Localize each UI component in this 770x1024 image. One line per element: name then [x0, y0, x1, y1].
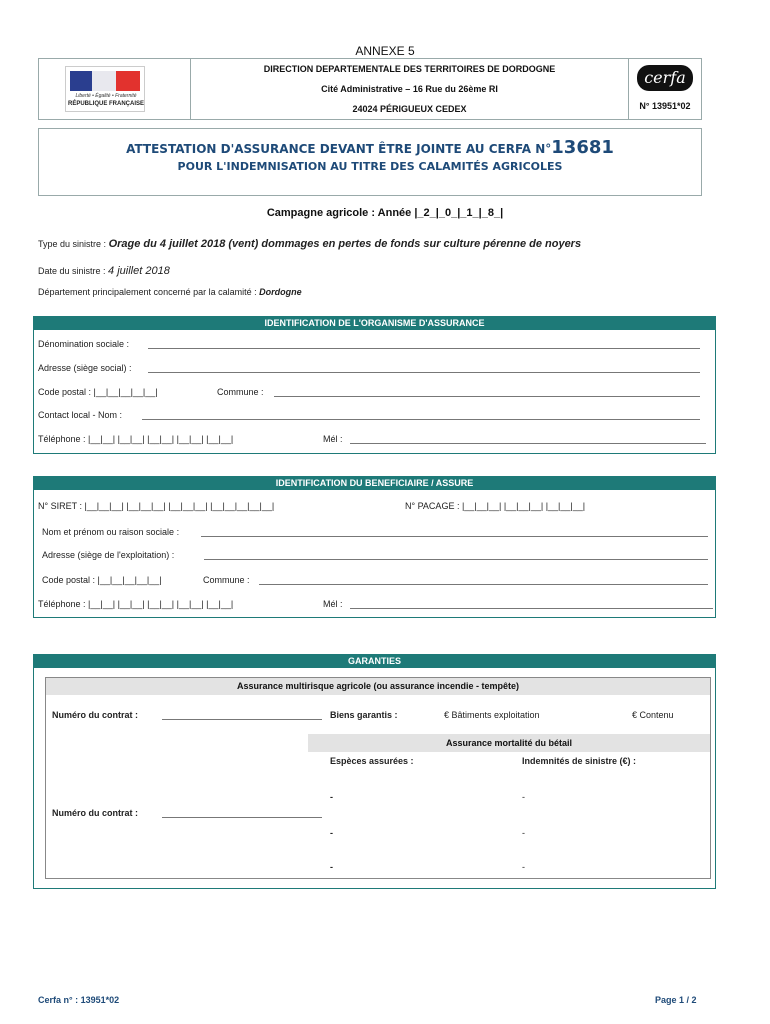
type-sinistre	[38, 238, 581, 250]
mel-beneficiaire-field[interactable]	[350, 608, 713, 609]
date-sinistre	[38, 265, 170, 277]
adresse-label: Adresse (siège social) :	[38, 363, 132, 373]
document-title	[38, 128, 702, 196]
departement-label: Département principalement concerné par la calamité :	[38, 287, 257, 297]
mel-field[interactable]	[350, 443, 706, 444]
date-sinistre-label: Date du sinistre :	[38, 266, 106, 276]
cerfa-number: N° 13951*02	[639, 101, 691, 111]
footer-page-number: Page 1 / 2	[655, 995, 697, 1005]
numero-contrat-field[interactable]	[162, 719, 322, 720]
commune-label: Commune :	[217, 387, 264, 397]
header-table	[38, 58, 702, 120]
indemnite-row-1[interactable]: -	[522, 792, 525, 802]
adresse-exploitation-label: Adresse (siège de l'exploitation) :	[42, 550, 175, 560]
espece-row-2[interactable]: -	[330, 828, 333, 838]
denomination-label: Dénomination sociale :	[38, 339, 130, 349]
section-organisme	[33, 316, 716, 454]
contact-label: Contact local - Nom :	[38, 410, 123, 420]
section-garanties	[33, 654, 716, 889]
cerfa-logo: cerfa	[637, 65, 693, 91]
pacage-field[interactable]: N° PACAGE : |__|__|__| |__|__|__| |__|__|__|	[405, 501, 586, 511]
multirisque-title: Assurance multirisque agricole (ou assurance incendie - tempête)	[46, 678, 710, 695]
header-line-2: Cité Administrative – 16 Rue du 26ème RI	[321, 84, 498, 94]
annexe-label: ANNEXE 5	[355, 44, 415, 58]
title-line-2: POUR L'INDEMNISATION AU TITRE DES CALAMITÉS AGRICOLES	[177, 160, 563, 173]
header-line-1: DIRECTION DEPARTEMENTALE DES TERRITOIRES DE DORDOGNE	[263, 64, 556, 74]
code-postal-beneficiaire-field[interactable]: Code postal : |__|__|__|__|__|	[42, 575, 162, 585]
title-line-1	[39, 137, 701, 158]
commune-beneficiaire-label: Commune :	[203, 575, 250, 585]
administration-address	[191, 59, 629, 119]
section-organisme-title: IDENTIFICATION DE L'ORGANISME D'ASSURANCE	[34, 317, 715, 330]
mel-label: Mél :	[323, 434, 343, 444]
logo-motto: Liberté • Égalité • Fraternité	[75, 93, 137, 99]
commune-field[interactable]	[274, 396, 700, 397]
section-beneficiaire-title: IDENTIFICATION DU BENEFICIAIRE / ASSURE	[34, 477, 715, 490]
logo-country: RÉPUBLIQUE FRANÇAISE	[68, 101, 145, 107]
flag-white	[92, 71, 116, 91]
title-cerfa-number: 13681	[551, 137, 614, 158]
date-sinistre-value: 4 juillet 2018	[108, 265, 170, 277]
cerfa-cell	[629, 59, 701, 119]
footer-cerfa-number: Cerfa n° : 13951*02	[38, 995, 120, 1005]
denomination-field[interactable]	[148, 348, 700, 349]
departement-value: Dordogne	[259, 287, 302, 297]
espece-row-1[interactable]: -	[330, 792, 333, 802]
biens-garantis-label: Biens garantis :	[330, 710, 398, 720]
indemnites-label: Indemnités de sinistre (€) :	[522, 756, 637, 766]
indemnite-row-2[interactable]: -	[522, 828, 525, 838]
adresse-field[interactable]	[148, 372, 700, 373]
flag-blue	[70, 71, 92, 91]
flag-red	[116, 71, 140, 91]
option-batiments[interactable]: € Bâtiments exploitation	[444, 710, 540, 720]
contact-field[interactable]	[142, 419, 700, 420]
garanties-table	[45, 677, 711, 879]
mortalite-title: Assurance mortalité du bétail	[308, 734, 710, 752]
header-line-3: 24024 PÉRIGUEUX CEDEX	[352, 104, 467, 114]
numero-contrat-2-field[interactable]	[162, 817, 322, 818]
type-sinistre-label: Type du sinistre :	[38, 239, 107, 249]
mel-beneficiaire-label: Mél :	[323, 599, 343, 609]
section-garanties-title: GARANTIES	[34, 655, 715, 668]
code-postal-field[interactable]: Code postal : |__|__|__|__|__|	[38, 387, 158, 397]
siret-field[interactable]: N° SIRET : |__|__|__| |__|__|__| |__|__|__| |__|__|__|__|__|	[38, 501, 275, 511]
telephone-beneficiaire-field[interactable]: Téléphone : |__|__| |__|__| |__|__| |__|__| |__|__|	[38, 599, 234, 609]
numero-contrat-2-label: Numéro du contrat :	[52, 808, 139, 818]
logo-cell	[39, 59, 191, 119]
nom-field[interactable]	[201, 536, 708, 537]
type-sinistre-value: Orage du 4 juillet 2018 (vent) dommages en pertes de fonds sur culture pérenne de noyers	[108, 238, 582, 250]
numero-contrat-label: Numéro du contrat :	[52, 710, 139, 720]
section-beneficiaire	[33, 476, 716, 618]
marianne-logo	[65, 66, 145, 112]
indemnite-row-3[interactable]: -	[522, 862, 525, 872]
adresse-exploitation-field[interactable]	[204, 559, 708, 560]
title-prefix: ATTESTATION D'ASSURANCE DEVANT ÊTRE JOINTE AU CERFA N°	[126, 142, 552, 156]
nom-label: Nom et prénom ou raison sociale :	[42, 527, 180, 537]
option-contenu[interactable]: € Contenu	[632, 710, 674, 720]
especes-label: Espèces assurées :	[330, 756, 414, 766]
commune-beneficiaire-field[interactable]	[259, 584, 708, 585]
espece-row-3[interactable]: -	[330, 862, 333, 872]
campagne-agricole: Campagne agricole : Année |_2_|_0_|_1_|_8_|	[266, 207, 504, 219]
telephone-field[interactable]: Téléphone : |__|__| |__|__| |__|__| |__|__| |__|__|	[38, 434, 234, 444]
departement	[38, 287, 302, 297]
